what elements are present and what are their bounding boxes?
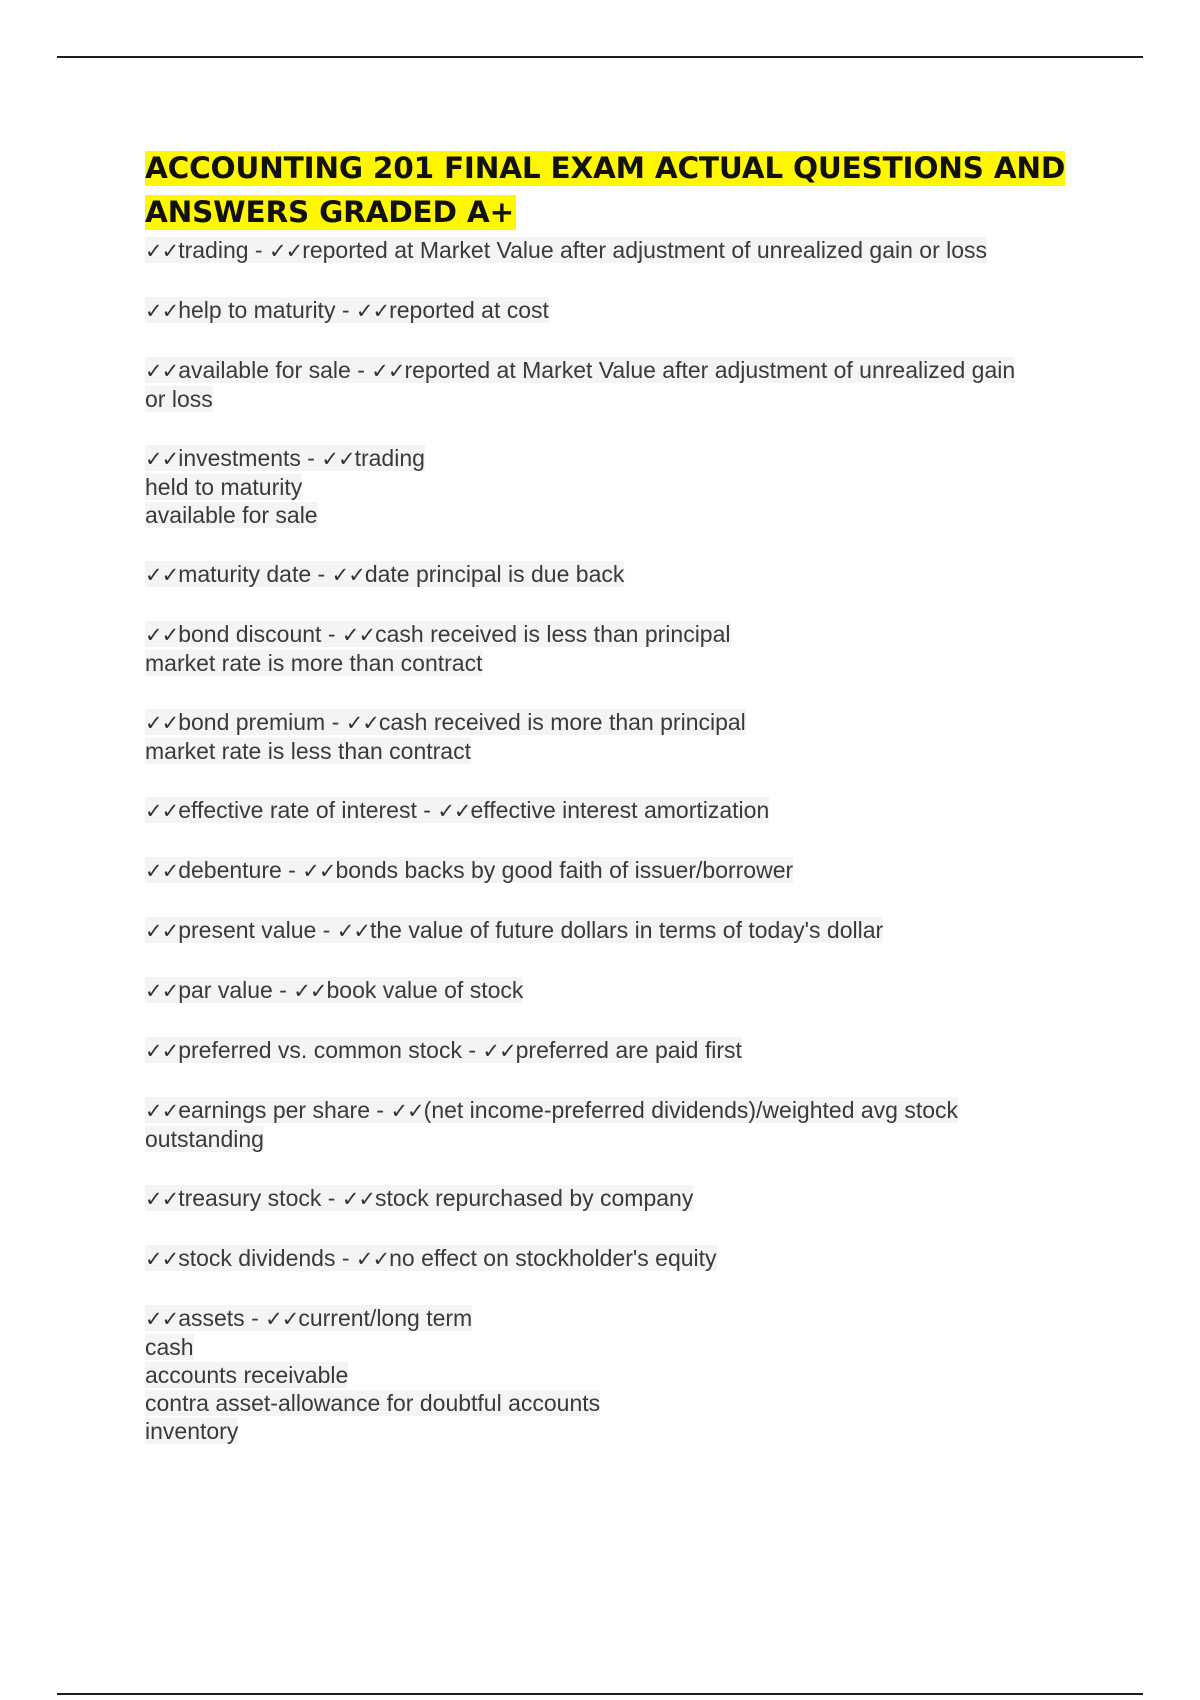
qa-line-text: ✓✓bond premium - ✓✓cash received is more than principal: [145, 709, 746, 735]
qa-item: [145, 1244, 1145, 1273]
qa-answer-line: [145, 649, 1145, 677]
qa-question-line: [145, 560, 1145, 589]
double-check-icon: ✓✓: [145, 447, 179, 471]
double-check-icon: ✓✓: [145, 563, 179, 587]
qa-question-line: [145, 236, 1145, 265]
double-check-icon: ✓✓: [145, 623, 179, 647]
qa-line-text: cash: [145, 1334, 194, 1360]
qa-term: effective rate of interest: [178, 797, 417, 823]
qa-item: [145, 356, 1145, 413]
double-check-icon: ✓✓: [355, 1247, 390, 1271]
qa-question-line: [145, 976, 1145, 1005]
qa-line-text: ✓✓earnings per share - ✓✓(net income-preferred dividends)/weighted avg stock: [145, 1097, 959, 1123]
double-check-icon: ✓✓: [145, 919, 179, 943]
qa-line-text: available for sale: [145, 502, 318, 528]
qa-term: assets: [178, 1305, 245, 1331]
qa-item: [145, 1304, 1145, 1445]
double-check-icon: ✓✓: [265, 1307, 299, 1331]
qa-term: treasury stock: [178, 1185, 322, 1211]
qa-term: help to maturity: [178, 297, 336, 323]
qa-answer: stock repurchased by company: [375, 1185, 694, 1211]
double-check-icon: ✓✓: [321, 447, 355, 471]
qa-term: debenture: [178, 857, 282, 883]
double-check-icon: ✓✓: [145, 859, 179, 883]
qa-line-text: held to maturity: [145, 474, 303, 500]
qa-answer: cash received is less than principal: [375, 621, 731, 647]
qa-line-text: ✓✓trading - ✓✓reported at Market Value after adjustment of unrealized gain or loss: [145, 237, 988, 263]
double-check-icon: ✓✓: [437, 799, 471, 823]
double-check-icon: ✓✓: [145, 239, 179, 263]
qa-line-text: ✓✓investments - ✓✓trading: [145, 445, 425, 471]
qa-line-text: ✓✓par value - ✓✓book value of stock: [145, 977, 524, 1003]
qa-answer-line: [145, 1389, 1145, 1417]
qa-question-line: [145, 1184, 1145, 1213]
qa-line-text: ✓✓bond discount - ✓✓cash received is less than principal: [145, 621, 731, 647]
qa-answer-line: [145, 737, 1145, 765]
double-check-icon: ✓✓: [145, 1039, 179, 1063]
qa-answer: cash received is more than principal: [378, 709, 746, 735]
double-check-icon: ✓✓: [268, 239, 303, 263]
double-check-icon: ✓✓: [390, 1099, 424, 1123]
qa-term: investments: [178, 445, 301, 471]
qa-answer: date principal is due back: [364, 561, 625, 587]
qa-line-text: inventory: [145, 1418, 239, 1444]
qa-line-text: ✓✓treasury stock - ✓✓stock repurchased by company: [145, 1185, 694, 1211]
qa-answer-line: [145, 1125, 1145, 1153]
qa-question-line: [145, 796, 1145, 825]
qa-term: preferred vs. common stock: [178, 1037, 462, 1063]
qa-question-line: [145, 1304, 1145, 1333]
double-check-icon: ✓✓: [145, 979, 179, 1003]
qa-answer: (net income-preferred dividends)/weighted avg stock: [423, 1097, 959, 1123]
qa-item: [145, 560, 1145, 589]
qa-item: [145, 444, 1145, 529]
qa-answer-line: [145, 385, 1145, 413]
qa-question-line: [145, 856, 1145, 885]
qa-answer: preferred are paid first: [515, 1037, 742, 1063]
qa-answer: bonds backs by good faith of issuer/borrower: [335, 857, 794, 883]
qa-item: [145, 916, 1145, 945]
qa-question-line: [145, 296, 1145, 325]
qa-term: available for sale: [178, 357, 351, 383]
qa-line-text: market rate is more than contract: [145, 650, 483, 676]
qa-term: trading: [178, 237, 249, 263]
qa-answer-line: [145, 1417, 1145, 1445]
qa-item: [145, 620, 1145, 677]
qa-line-text: ✓✓maturity date - ✓✓date principal is due back: [145, 561, 625, 587]
double-check-icon: ✓✓: [293, 979, 327, 1003]
qa-answer: trading: [354, 445, 425, 471]
document-body: [145, 146, 1145, 1476]
qa-term: bond discount: [178, 621, 322, 647]
qa-question-line: [145, 356, 1145, 385]
qa-answer: no effect on stockholder's equity: [389, 1245, 717, 1271]
qa-list: [145, 236, 1145, 1445]
qa-question-line: [145, 1244, 1145, 1273]
qa-line-text: ✓✓present value - ✓✓the value of future dollars in terms of today's dollar: [145, 917, 884, 943]
qa-line-text: ✓✓effective rate of interest - ✓✓effective interest amortization: [145, 797, 770, 823]
double-check-icon: ✓✓: [345, 711, 379, 735]
qa-answer-line: [145, 1361, 1145, 1389]
qa-line-text: ✓✓debenture - ✓✓bonds backs by good faith of issuer/borrower: [145, 857, 794, 883]
qa-answer: reported at cost: [389, 297, 549, 323]
qa-answer: current/long term: [298, 1305, 473, 1331]
qa-item: [145, 1184, 1145, 1213]
qa-answer: effective interest amortization: [470, 797, 770, 823]
double-check-icon: ✓✓: [302, 859, 336, 883]
double-check-icon: ✓✓: [145, 711, 179, 735]
top-rule: [57, 56, 1143, 58]
qa-question-line: [145, 1036, 1145, 1065]
double-check-icon: ✓✓: [145, 359, 179, 383]
qa-line-text: ✓✓assets - ✓✓current/long term: [145, 1305, 473, 1331]
double-check-icon: ✓✓: [482, 1039, 516, 1063]
double-check-icon: ✓✓: [145, 799, 179, 823]
qa-question-line: [145, 444, 1145, 473]
qa-line-text: outstanding: [145, 1126, 264, 1152]
qa-question-line: [145, 620, 1145, 649]
qa-question-line: [145, 1096, 1145, 1125]
qa-line-text: market rate is less than contract: [145, 738, 471, 764]
qa-term: stock dividends: [178, 1245, 336, 1271]
double-check-icon: ✓✓: [331, 563, 365, 587]
double-check-icon: ✓✓: [355, 299, 390, 323]
qa-line-text: or loss: [145, 386, 213, 412]
qa-term: bond premium: [178, 709, 326, 735]
qa-term: maturity date: [178, 561, 312, 587]
qa-item: [145, 1096, 1145, 1153]
double-check-icon: ✓✓: [145, 299, 179, 323]
qa-line-text: contra asset-allowance for doubtful accounts: [145, 1390, 601, 1416]
qa-question-line: [145, 916, 1145, 945]
double-check-icon: ✓✓: [336, 919, 370, 943]
qa-answer-line: [145, 501, 1145, 529]
double-check-icon: ✓✓: [145, 1099, 179, 1123]
double-check-icon: ✓✓: [145, 1187, 179, 1211]
qa-item: [145, 976, 1145, 1005]
qa-answer: book value of stock: [326, 977, 524, 1003]
bottom-rule: [57, 1693, 1143, 1695]
qa-item: [145, 236, 1145, 265]
double-check-icon: ✓✓: [145, 1247, 179, 1271]
qa-term: present value: [178, 917, 317, 943]
qa-term: earnings per share: [178, 1097, 370, 1123]
qa-term: par value: [178, 977, 273, 1003]
double-check-icon: ✓✓: [145, 1307, 179, 1331]
qa-answer: reported at Market Value after adjustment of unrealized gain or loss: [302, 237, 988, 263]
qa-item: [145, 856, 1145, 885]
page-title: [145, 146, 1145, 234]
qa-item: [145, 296, 1145, 325]
qa-item: [145, 708, 1145, 765]
qa-line-text: ✓✓available for sale - ✓✓reported at Market Value after adjustment of unrealized gain: [145, 357, 1016, 383]
qa-line-text: ✓✓stock dividends - ✓✓no effect on stockholder's equity: [145, 1245, 717, 1271]
qa-item: [145, 1036, 1145, 1065]
qa-line-text: ✓✓help to maturity - ✓✓reported at cost: [145, 297, 549, 323]
title-text: ACCOUNTING 201 FINAL EXAM ACTUAL QUESTIONS AND ANSWERS GRADED A+: [145, 151, 1066, 229]
qa-answer: reported at Market Value after adjustment of unrealized gain: [404, 357, 1016, 383]
qa-answer-line: [145, 473, 1145, 501]
double-check-icon: ✓✓: [371, 359, 405, 383]
double-check-icon: ✓✓: [341, 1187, 376, 1211]
qa-question-line: [145, 708, 1145, 737]
qa-line-text: accounts receivable: [145, 1362, 349, 1388]
qa-item: [145, 796, 1145, 825]
qa-line-text: ✓✓preferred vs. common stock - ✓✓preferred are paid first: [145, 1037, 742, 1063]
double-check-icon: ✓✓: [341, 623, 376, 647]
qa-answer-line: [145, 1333, 1145, 1361]
qa-answer: the value of future dollars in terms of today's dollar: [369, 917, 884, 943]
